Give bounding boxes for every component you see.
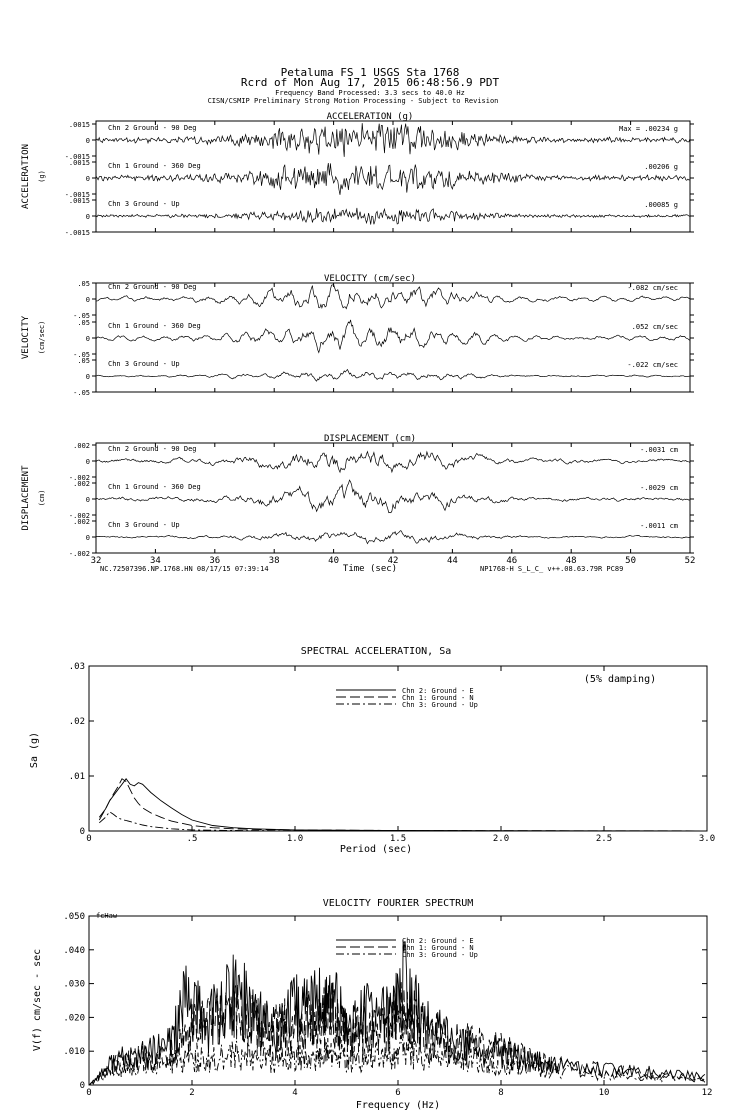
dis-max-value: -.0029 cm bbox=[640, 484, 678, 492]
acc-tick-label: .0015 bbox=[68, 197, 90, 205]
time-tick-label: 48 bbox=[565, 556, 577, 566]
spectral-acceleration-chart bbox=[29, 646, 715, 855]
sa-ytick-label: .03 bbox=[68, 662, 85, 672]
dis-waveform bbox=[96, 452, 690, 473]
vel-tick-label: .05 bbox=[77, 357, 90, 365]
fs-legend-entry: Chn 2: Ground - E bbox=[402, 937, 474, 945]
sa-legend-entry: Chn 3: Ground - Up bbox=[402, 701, 478, 709]
acc-tick-label: 0 bbox=[85, 175, 90, 183]
fs-legend-entry: Chn 3: Ground - Up bbox=[402, 951, 478, 959]
fs-title: VELOCITY FOURIER SPECTRUM bbox=[322, 898, 474, 909]
sa-ytick-label: .02 bbox=[68, 717, 85, 727]
vel-panel bbox=[21, 274, 694, 397]
acc-tick-label: .0015 bbox=[68, 159, 90, 167]
fs-ytick-label: 0 bbox=[79, 1081, 85, 1091]
time-tick-label: 52 bbox=[684, 556, 696, 566]
vel-ylabel: VELOCITY bbox=[21, 315, 31, 360]
time-tick-label: 38 bbox=[268, 556, 280, 566]
fs-legend-entry: Chn 1: Ground - N bbox=[402, 944, 474, 952]
vel-channel-label: Chn 2 Ground - 90 Deg bbox=[108, 283, 197, 291]
footer-left-id: NC.72507396.NP.1768.HN 08/17/15 07:39:14 bbox=[100, 565, 269, 573]
record-header bbox=[208, 66, 500, 105]
header-record-time: Rcrd of Mon Aug 17, 2015 06:48:56.9 PDT bbox=[240, 76, 500, 89]
dis-tick-label: .002 bbox=[73, 518, 90, 526]
acc-channel-3 bbox=[65, 197, 694, 237]
dis-channel-label: Chn 2 Ground - 90 Deg bbox=[108, 445, 197, 453]
vel-waveform bbox=[96, 370, 690, 382]
fs-ytick-label: .040 bbox=[63, 945, 85, 956]
time-tick-label: 50 bbox=[625, 556, 637, 566]
header-frequency-band: Frequency Band Processed: 3.3 secs to 40.0 Hz bbox=[275, 89, 465, 97]
acc-max-value: .00085 g bbox=[644, 201, 678, 209]
dis-tick-label: -.002 bbox=[68, 550, 90, 558]
vel-channel-3 bbox=[73, 357, 694, 397]
fs-xtick-label: 2 bbox=[189, 1088, 195, 1098]
fs-xtick-label: 10 bbox=[598, 1088, 610, 1098]
acc-tick-label: -.0015 bbox=[64, 191, 90, 199]
vel-channel-1 bbox=[73, 280, 694, 320]
vel-title: VELOCITY (cm/sec) bbox=[323, 274, 417, 284]
vel-tick-label: 0 bbox=[85, 335, 90, 343]
dis-panel bbox=[21, 434, 694, 558]
vel-channel-2 bbox=[73, 319, 694, 359]
sa-xtick-label: 0 bbox=[86, 834, 92, 844]
dis-channel-2 bbox=[69, 480, 694, 520]
dis-tick-label: 0 bbox=[85, 496, 90, 504]
vel-tick-label: -.05 bbox=[73, 312, 90, 320]
time-axis-label: Time (sec) bbox=[342, 564, 398, 574]
header-station: Petaluma FS 1 USGS Sta 1768 bbox=[280, 66, 460, 79]
vel-tick-label: 0 bbox=[85, 296, 90, 304]
time-tick-label: 46 bbox=[506, 556, 518, 566]
sa-series-3 bbox=[99, 812, 707, 831]
dis-unit-label: (cm) bbox=[38, 489, 46, 507]
acc-tick-label: 0 bbox=[85, 213, 90, 221]
dis-tick-label: .002 bbox=[73, 442, 90, 450]
fs-xtick-label: 12 bbox=[701, 1088, 713, 1098]
acc-ylabel: ACCELERATION bbox=[21, 143, 31, 210]
vel-tick-label: .05 bbox=[77, 319, 90, 327]
dis-channel-label: Chn 1 Ground - 360 Deg bbox=[108, 483, 201, 491]
fs-xtick-label: 4 bbox=[292, 1088, 298, 1098]
dis-tick-label: .002 bbox=[73, 480, 90, 488]
time-series-panels bbox=[21, 112, 694, 558]
sa-title: SPECTRAL ACCELERATION, Sa bbox=[300, 646, 452, 657]
sa-xtick-label: 1.5 bbox=[389, 834, 407, 844]
vel-tick-label: .05 bbox=[77, 280, 90, 288]
sa-xtick-label: 3.0 bbox=[698, 834, 716, 844]
dis-title: DISPLACEMENT (cm) bbox=[323, 434, 417, 444]
fs-ytick-label: .010 bbox=[63, 1047, 85, 1058]
vel-unit-label: (cm/sec) bbox=[38, 320, 46, 355]
vel-max-value: -.022 cm/sec bbox=[627, 361, 678, 369]
acc-channel-label: Chn 2 Ground - 90 Deg bbox=[108, 124, 197, 132]
time-axis bbox=[91, 556, 696, 574]
acc-channel-2 bbox=[65, 159, 694, 199]
acc-tick-label: -.0015 bbox=[64, 229, 90, 237]
fs-ytick-label: .020 bbox=[63, 1013, 85, 1024]
fs-ylabel: V(f) cm/sec - sec bbox=[32, 948, 43, 1052]
vel-max-value: .052 cm/sec bbox=[631, 323, 678, 331]
dis-max-value: -.0031 cm bbox=[640, 446, 678, 454]
sa-series-2 bbox=[99, 779, 707, 831]
fs-xtick-label: 8 bbox=[498, 1088, 504, 1098]
acc-channel-label: Chn 1 Ground - 360 Deg bbox=[108, 162, 201, 170]
dis-ylabel: DISPLACEMENT bbox=[21, 465, 31, 531]
sa-xlabel: Period (sec) bbox=[339, 844, 413, 855]
sa-damping-annotation: (5% damping) bbox=[583, 674, 657, 685]
acc-tick-label: -.0015 bbox=[64, 153, 90, 161]
dis-waveform bbox=[96, 531, 690, 544]
dis-max-value: -.0011 cm bbox=[640, 522, 678, 530]
fs-corner-label: fcHaw bbox=[96, 912, 118, 920]
fs-xlabel: Frequency (Hz) bbox=[355, 1100, 441, 1111]
sa-legend-entry: Chn 2: Ground - E bbox=[402, 687, 474, 695]
sa-ylabel: Sa (g) bbox=[29, 731, 40, 769]
vel-tick-label: 0 bbox=[85, 373, 90, 381]
time-tick-label: 32 bbox=[90, 556, 102, 566]
dis-channel-1 bbox=[69, 442, 694, 482]
acc-max-value: .00206 g bbox=[644, 163, 678, 171]
acc-unit-label: (g) bbox=[38, 170, 46, 183]
vel-max-value: -.082 cm/sec bbox=[627, 284, 678, 292]
fs-ytick-label: .050 bbox=[63, 912, 85, 922]
acc-tick-label: .0015 bbox=[68, 121, 90, 129]
sa-xtick-label: 2.5 bbox=[595, 834, 613, 844]
sa-ytick-label: .01 bbox=[68, 772, 85, 782]
sa-series-1 bbox=[99, 779, 707, 831]
time-tick-label: 34 bbox=[149, 556, 161, 566]
time-tick-label: 44 bbox=[446, 556, 458, 566]
dis-channel-3 bbox=[69, 518, 694, 558]
dis-tick-label: 0 bbox=[85, 458, 90, 466]
footer-right-id: NP1768-H S_L_C_ v++.08.63.79R PC89 bbox=[480, 565, 624, 573]
acc-title: ACCELERATION (g) bbox=[326, 112, 414, 122]
vel-channel-label: Chn 3 Ground - Up bbox=[108, 360, 180, 368]
fs-xtick-label: 0 bbox=[86, 1088, 92, 1098]
sa-xtick-label: 1.0 bbox=[286, 834, 304, 844]
fs-ytick-label: .030 bbox=[63, 979, 85, 990]
dis-tick-label: -.002 bbox=[68, 512, 90, 520]
dis-channel-label: Chn 3 Ground - Up bbox=[108, 521, 180, 529]
velocity-fourier-spectrum-chart bbox=[32, 898, 712, 1111]
fs-series-1 bbox=[89, 940, 705, 1085]
sa-ytick-label: 0 bbox=[79, 827, 85, 837]
header-processing-note: CISN/CSMIP Preliminary Strong Motion Processing - Subject to Revision bbox=[207, 97, 499, 105]
acc-panel bbox=[21, 112, 694, 237]
dis-tick-label: 0 bbox=[85, 534, 90, 542]
acc-waveform bbox=[96, 208, 690, 225]
sa-frame bbox=[89, 666, 707, 831]
vel-channel-label: Chn 1 Ground - 360 Deg bbox=[108, 322, 201, 330]
vel-tick-label: -.05 bbox=[73, 351, 90, 359]
time-tick-label: 40 bbox=[328, 556, 340, 566]
acc-max-value: Max = .00234 g bbox=[618, 125, 678, 133]
sa-xtick-label: 2.0 bbox=[492, 834, 510, 844]
acc-channel-label: Chn 3 Ground - Up bbox=[108, 200, 180, 208]
sa-legend-entry: Chn 1: Ground - N bbox=[402, 694, 474, 702]
acc-tick-label: 0 bbox=[85, 137, 90, 145]
dis-tick-label: -.002 bbox=[68, 474, 90, 482]
acc-channel-1 bbox=[65, 121, 694, 161]
fs-xtick-label: 6 bbox=[395, 1088, 401, 1098]
time-tick-label: 42 bbox=[387, 556, 399, 566]
sa-xtick-label: .5 bbox=[186, 834, 198, 844]
time-tick-label: 36 bbox=[209, 556, 221, 566]
vel-tick-label: -.05 bbox=[73, 389, 90, 397]
